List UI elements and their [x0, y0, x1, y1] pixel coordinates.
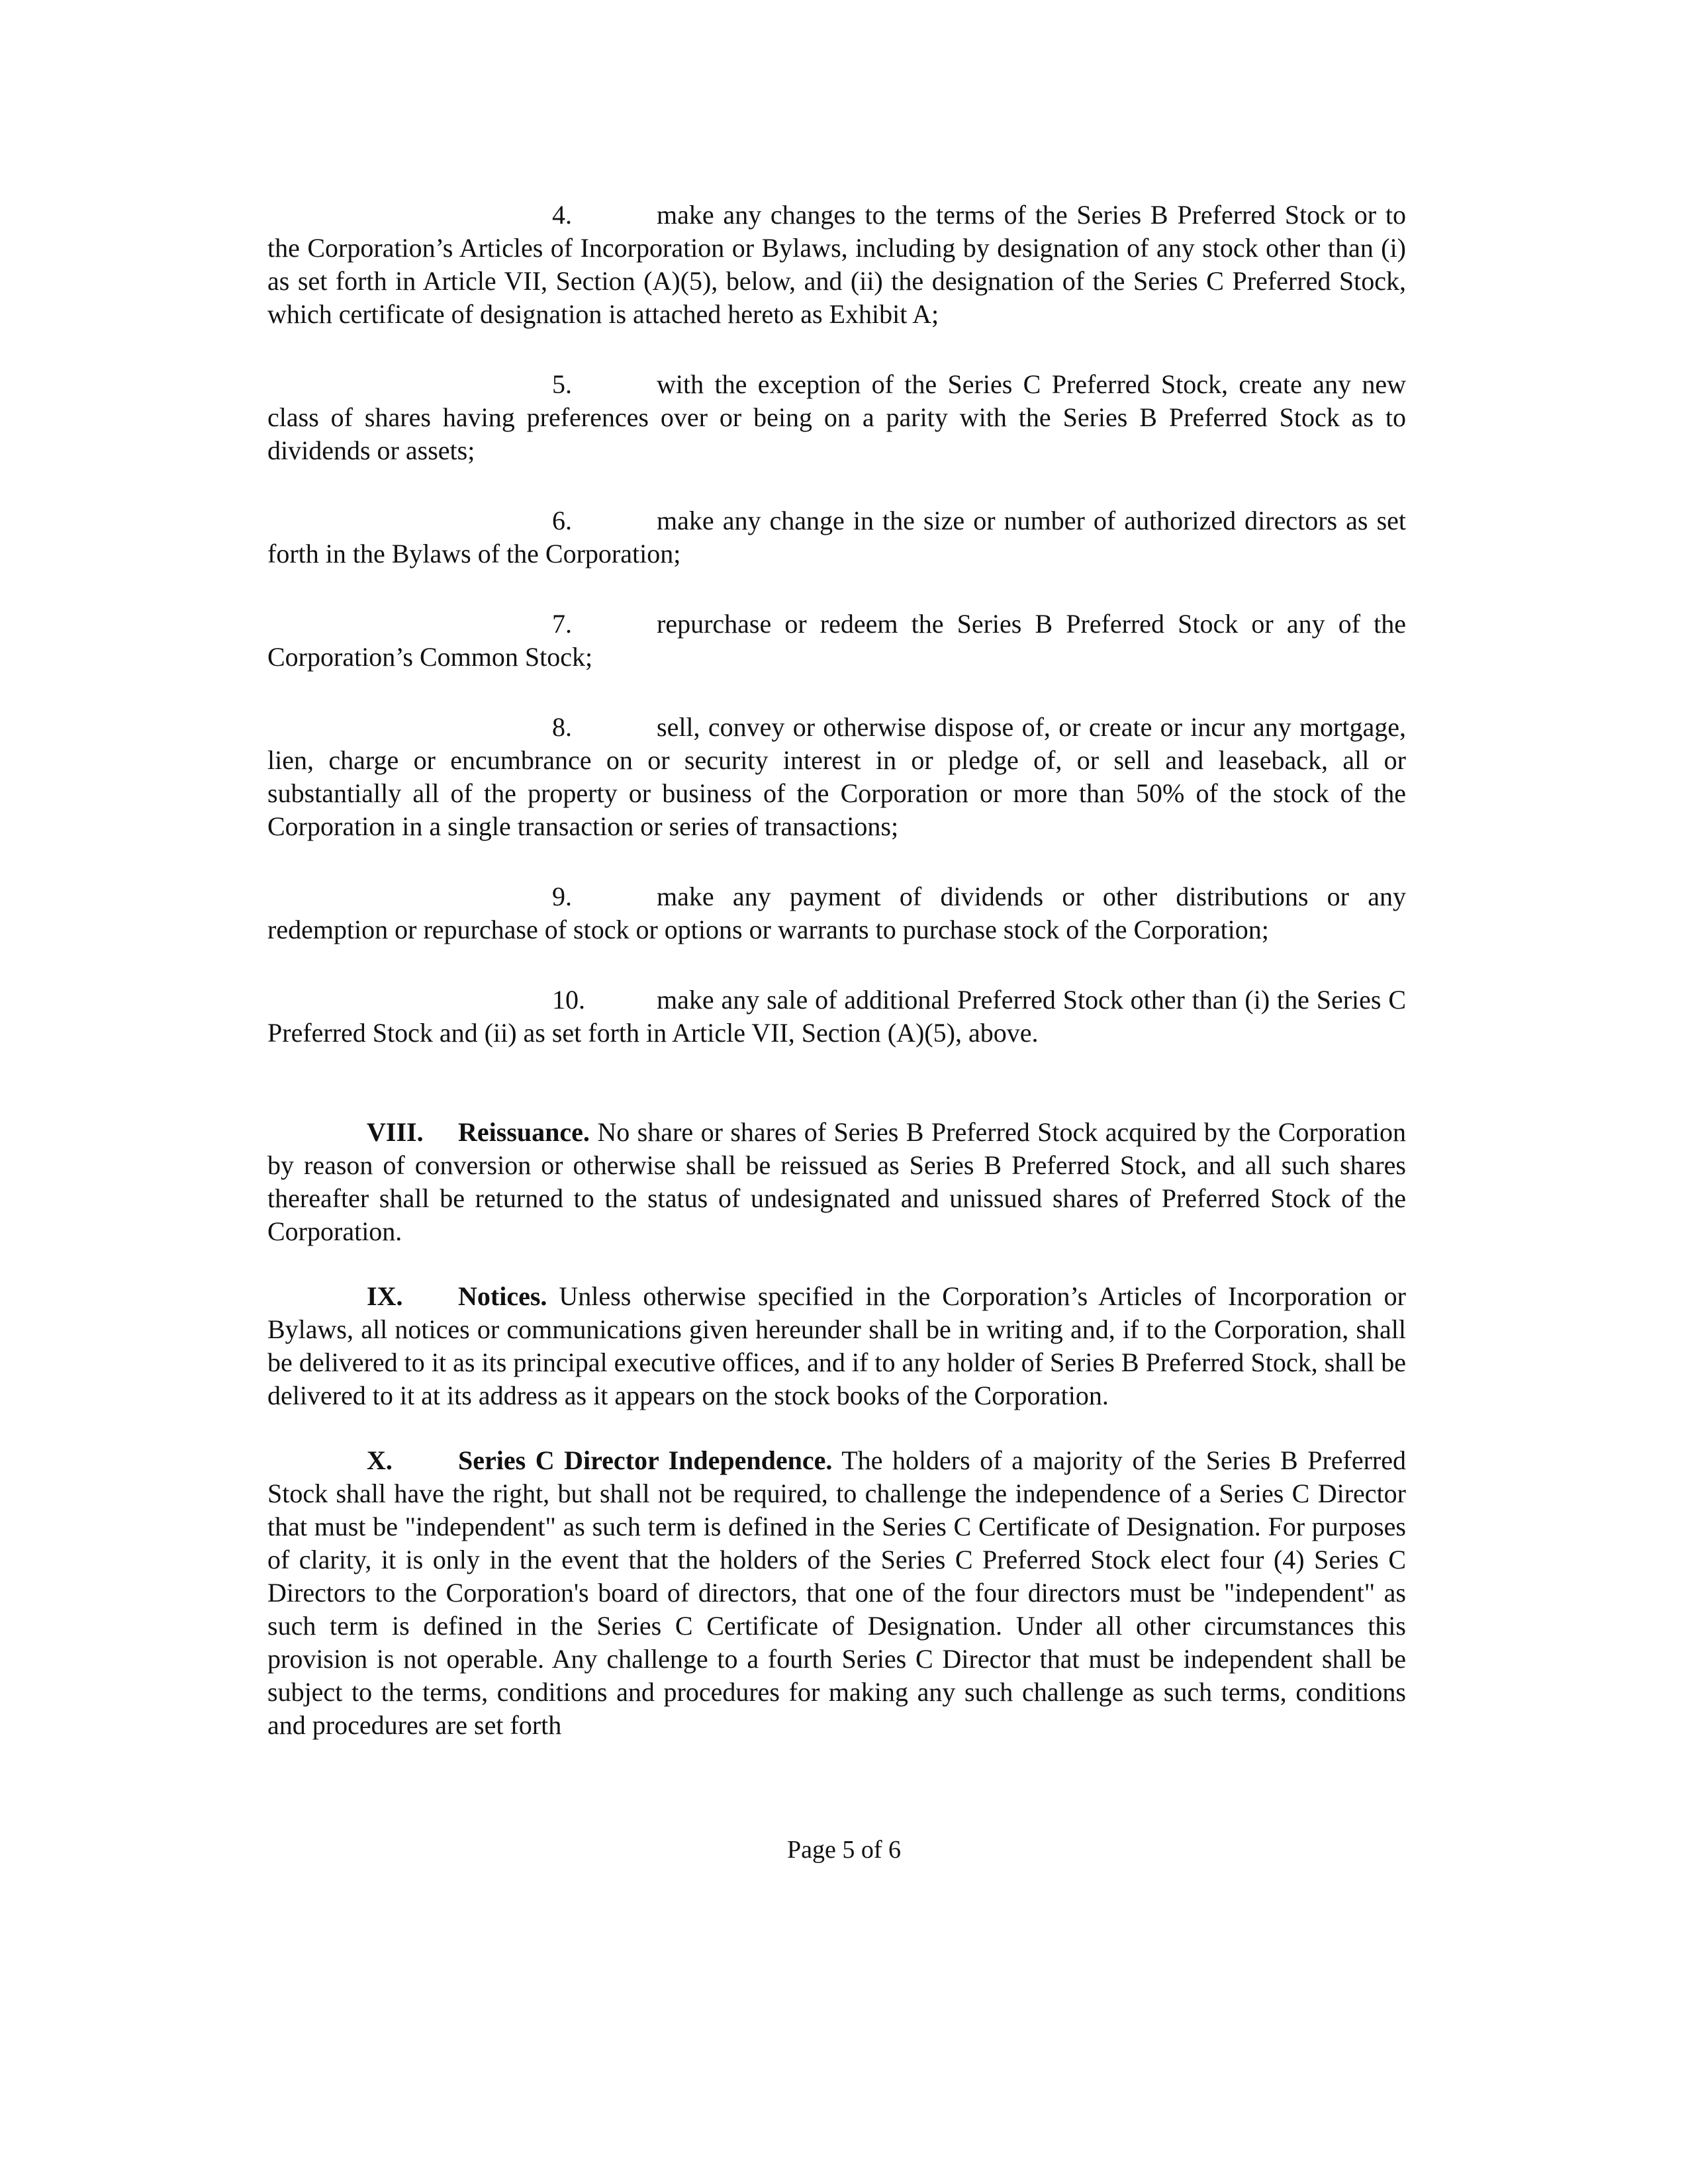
- item-text: make any changes to the terms of the Series B Preferred Stock or to the Corporation’s Articles of Incorporation or Bylaws, including by designation of any stock other than (i) as set forth in Article VII, Section (A)(5), below, and (ii) the designation of the Series C Preferred Stock, which certificate of designation is attached hereto as Exhibit A;: [267, 200, 1406, 329]
- section-reissuance: [267, 1116, 1406, 1248]
- section-heading: Notices.: [458, 1281, 547, 1311]
- item-number: 5.: [552, 369, 572, 399]
- item-number: 9.: [552, 882, 572, 911]
- section-director-independence: [267, 1444, 1406, 1742]
- list-item: [267, 711, 1406, 843]
- section-text: No share or shares of Series B Preferred Stock acquired by the Corporation by reason of conversion or otherwise shall be reissued as Series B Preferred Stock, and all such shares thereafter shall be returned to the status of undesignated and unissued shares of Preferred Stock of the Corporation.: [267, 1117, 1406, 1246]
- item-text: with the exception of the Series C Preferred Stock, create any new class of shares having preferences over or being on a parity with the Series B Preferred Stock as to dividends or assets;: [267, 369, 1406, 465]
- document-body: [267, 199, 1406, 1774]
- item-number: 7.: [552, 609, 572, 639]
- item-text: make any sale of additional Preferred Stock other than (i) the Series C Preferred Stock and (ii) as set forth in Article VII, Section (A)(5), above.: [267, 985, 1406, 1048]
- section-notices: [267, 1280, 1406, 1412]
- section-heading: Reissuance.: [458, 1117, 590, 1147]
- list-item: [267, 199, 1406, 331]
- list-item: [267, 880, 1406, 946]
- section-number: X.: [367, 1445, 393, 1475]
- item-text: make any change in the size or number of authorized directors as set forth in the Bylaws of the Corporation;: [267, 506, 1406, 569]
- section-heading: Series C Director Independence.: [458, 1445, 833, 1475]
- list-item: [267, 504, 1406, 570]
- item-number: 10.: [552, 985, 585, 1015]
- section-number: IX.: [367, 1281, 403, 1311]
- item-text: sell, convey or otherwise dispose of, or create or incur any mortgage, lien, charge or encumbrance on or security interest in or pledge of, or sell and leaseback, all or substantially all of the property or business of the Corporation or more than 50% of the stock of the Corporation in a single transaction or series of transactions;: [267, 712, 1406, 841]
- item-text: repurchase or redeem the Series B Preferred Stock or any of the Corporation’s Common Stock;: [267, 609, 1406, 672]
- item-number: 4.: [552, 200, 572, 230]
- item-number: 6.: [552, 506, 572, 535]
- page-number: Page 5 of 6: [786, 1836, 902, 1864]
- item-number: 8.: [552, 712, 572, 742]
- item-text: make any payment of dividends or other distributions or any redemption or repurchase of stock or options or warrants to purchase stock of the Corporation;: [267, 882, 1406, 944]
- section-number: VIII.: [367, 1117, 424, 1147]
- list-item: [267, 368, 1406, 467]
- section-text: Unless otherwise specified in the Corporation’s Articles of Incorporation or Bylaws, all notices or communications given hereunder shall be in writing and, if to the Corporation, shall be delivered to it as its principal executive offices, and if to any holder of Series B Preferred Stock, shall be delivered to it at its address as it appears on the stock books of the Corporation.: [267, 1281, 1407, 1410]
- list-item: [267, 983, 1406, 1050]
- section-text: The holders of a majority of the Series B Preferred Stock shall have the right, but shall not be required, to challenge the independence of a Series C Director that must be "independent" as such term is defined in the Series C Certificate of Designation. For purposes of clarity, it is only in the event that the holders of the Series C Preferred Stock elect four (4) Series C Directors to the Corporation's board of directors, that one of the four directors must be "independent" as such term is defined in the Series C Certificate of Designation. Under all other circumstances this provision is not operable. Any challenge to a fourth Series C Director that must be independent shall be subject to the terms, conditions and procedures for making any such challenge as such terms, conditions and procedures are set forth: [267, 1445, 1407, 1740]
- list-item: [267, 608, 1406, 674]
